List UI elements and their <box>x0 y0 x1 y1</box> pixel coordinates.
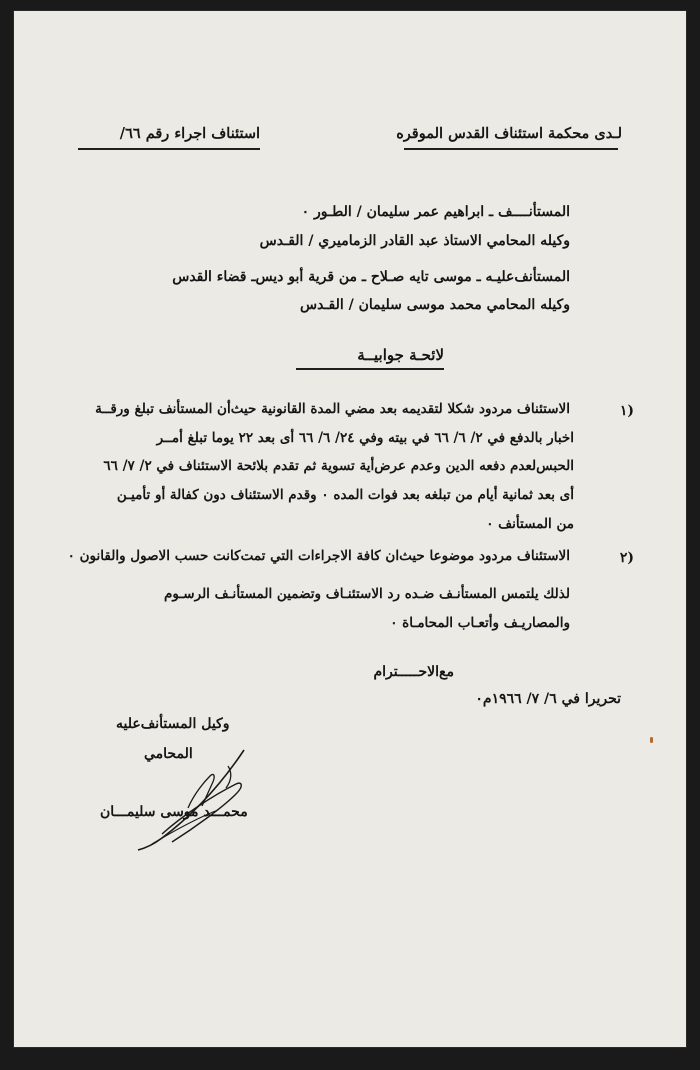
appellant-line: المستأنــــف ـ ابراهيم عمر سليمان / الطـور ٠ <box>301 204 570 220</box>
ink-stain <box>650 737 653 743</box>
document-page <box>14 11 686 1047</box>
signatory-name: محمـــد موسى سليمـــان <box>100 804 248 820</box>
point-1-line-5: من المستأنف ٠ <box>486 516 574 532</box>
signatory-title: المحامي <box>144 746 193 762</box>
appellant-lawyer-line: وكيله المحامي الاستاذ عبد القادر الزماميري / القـدس <box>259 233 570 249</box>
court-heading-underline <box>404 148 618 150</box>
conclusion-line-1: لذلك يلتمس المستأنـف ضـده رد الاستئنـاف وتضمين المستأنـف الرسـوم <box>164 586 570 602</box>
document-title-underline <box>296 368 444 370</box>
document-date: تحريرا في ٦/ ٧/ ١٩٦٦م٠ <box>475 691 621 707</box>
point-1-line-1: الاستئناف مردود شكلا لتقديمه بعد مضي المدة القانونية حيث‌أن المستأنف تبلغ ورقــة <box>95 401 570 417</box>
point-2-line-1: الاستئناف مردود موضوعا حيث‌ان كافة الاجراءات التي تمت‌كانت حسب الاصول والقانون ٠ <box>67 548 570 564</box>
handwritten-signature <box>132 746 272 856</box>
case-reference: استئناف اجراء رقم ٦٦/ <box>119 125 260 142</box>
point-2-number: ٢) <box>619 550 634 566</box>
closing-respect: مع‌الاحـــــترام <box>373 664 454 680</box>
point-1-line-2: اخبار بالدفع في ٢/ ٦/ ٦٦ في بيته وفي ٢٤/ ٦/ ٦٦ أى بعد ٢٢ يوما تبلغ أمــر <box>156 430 574 446</box>
case-reference-underline <box>78 148 260 150</box>
respondent-line: المستأنف‌عليـه ـ موسى تايه صـلاح ـ من قرية أبو ديس‌ـ قضاء القدس <box>172 269 570 285</box>
point-1-line-4: أى بعد ثمانية أيام من تبلغه بعد فوات المده ٠ وقدم الاستئناف دون كفالة أو تأميـن <box>116 487 574 503</box>
court-heading: لـدى محكمة استئناف القدس الموقره <box>396 125 622 142</box>
signatory-role: وكيل المستأنف‌عليه <box>116 716 230 732</box>
point-1-number: ١) <box>619 403 634 419</box>
point-1-line-3: الحبس‌لعدم دفعه الدين وعدم عرض‌أية تسوية ثم تقدم بلائحة الاستئناف في ٢/ ٧/ ٦٦ <box>103 458 574 474</box>
document-title: لائحـة جوابيــة <box>357 346 444 364</box>
respondent-lawyer-line: وكيله المحامي محمد موسى سليمان / القـدس <box>300 297 570 313</box>
conclusion-line-2: والمصاريـف وأتعـاب المحامـاة ٠ <box>390 615 570 631</box>
